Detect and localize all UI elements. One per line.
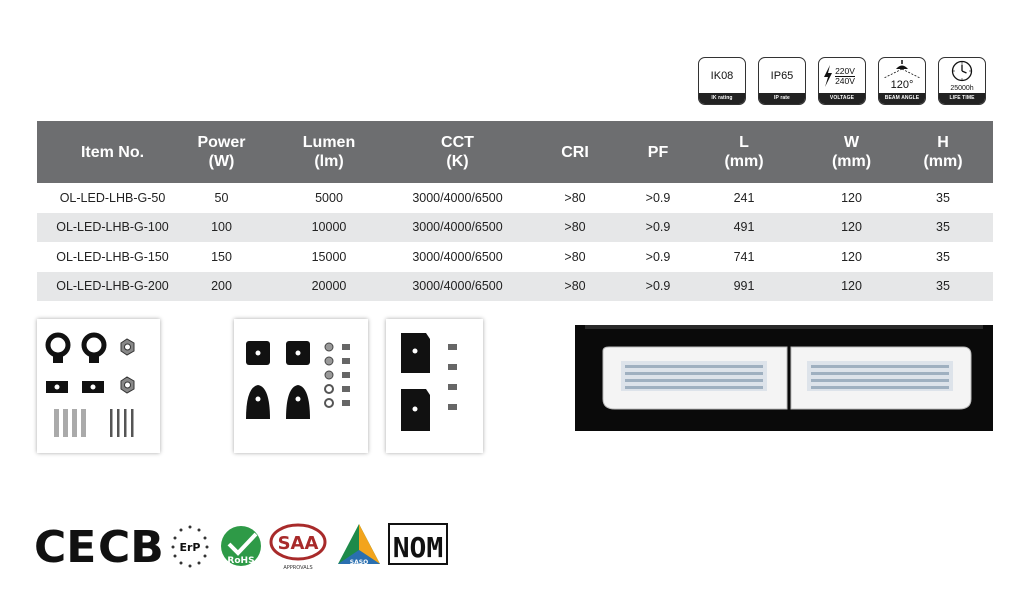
erp-mark-icon bbox=[172, 526, 209, 568]
voltage-caption: VOLTAGE bbox=[819, 93, 865, 104]
header-power: Power (W) bbox=[188, 121, 255, 183]
cell-width: 120 bbox=[810, 272, 893, 302]
header-cri: CRI bbox=[512, 121, 638, 183]
life-time-badge bbox=[938, 57, 986, 105]
cell-cct: 3000/4000/6500 bbox=[403, 272, 512, 302]
cell-pf: >0.9 bbox=[638, 272, 678, 302]
cb-mark-icon: CB bbox=[98, 522, 164, 572]
cell-cri: >80 bbox=[564, 249, 586, 264]
cell-lumen: 10000 bbox=[255, 213, 403, 243]
cell-pf: >0.9 bbox=[638, 213, 678, 243]
beam-angle-value: 120° bbox=[890, 79, 914, 91]
bracket-kit-icon bbox=[234, 319, 368, 453]
accessory-eyebolt-kit-photo bbox=[37, 319, 160, 453]
voltage-bottom: 240V bbox=[835, 75, 855, 86]
cell-width: 120 bbox=[810, 213, 893, 243]
voltage-top: 220V bbox=[835, 65, 855, 76]
svg-text:NOM: NOM bbox=[392, 531, 444, 564]
table-header-row bbox=[37, 121, 993, 183]
cell-pf: >0.9 bbox=[645, 249, 671, 264]
ip-rate-badge bbox=[758, 57, 806, 105]
rohs-mark-icon bbox=[221, 526, 261, 566]
life-time-caption: LIFE TIME bbox=[939, 93, 985, 104]
cell-cct: 3000/4000/6500 bbox=[412, 249, 503, 264]
header-lumen: Lumen (lm) bbox=[255, 121, 403, 183]
ik-rating-caption: IK rating bbox=[699, 93, 745, 104]
accessory-mounting-bracket-photo bbox=[386, 319, 483, 453]
cell-item-no: OL-LED-LHB-G-100 bbox=[37, 213, 188, 243]
cell-cct: 3000/4000/6500 bbox=[403, 213, 512, 243]
saso-mark-icon bbox=[338, 524, 380, 566]
header-width: W (mm) bbox=[810, 121, 893, 183]
header-pf: PF bbox=[638, 121, 678, 183]
cell-power: 100 bbox=[188, 213, 255, 243]
spec-table bbox=[37, 121, 993, 301]
cell-length: 991 bbox=[678, 272, 810, 302]
linear-highbay-icon bbox=[575, 325, 993, 431]
cell-cri: >80 bbox=[564, 190, 586, 205]
cell-length: 491 bbox=[678, 213, 810, 243]
lamp-beam-icon bbox=[882, 60, 922, 78]
cell-cct: 3000/4000/6500 bbox=[412, 190, 503, 205]
beam-angle-caption: BEAM ANGLE bbox=[879, 93, 925, 104]
spec-badges bbox=[698, 57, 986, 105]
lightning-icon bbox=[823, 65, 833, 87]
header-item-no: Item No. bbox=[37, 121, 188, 183]
ik-rating-value: IK08 bbox=[710, 70, 734, 82]
cell-height: 35 bbox=[893, 272, 993, 302]
svg-text:SASO: SASO bbox=[349, 559, 369, 566]
cell-width: 120 bbox=[841, 190, 862, 205]
accessory-bracket-kit-photo bbox=[234, 319, 368, 453]
cell-height: 35 bbox=[893, 213, 993, 243]
cell-power: 50 bbox=[214, 190, 229, 205]
voltage-badge bbox=[818, 57, 866, 105]
nom-mark-icon bbox=[389, 524, 447, 564]
ip-rate-caption: IP rate bbox=[759, 93, 805, 104]
beam-angle-badge bbox=[878, 57, 926, 105]
certification-logos bbox=[34, 520, 454, 570]
cell-height: 35 bbox=[936, 190, 950, 205]
ik-rating-badge bbox=[698, 57, 746, 105]
cell-cri: >80 bbox=[512, 213, 638, 243]
cell-width: 120 bbox=[841, 249, 862, 264]
cell-power: 200 bbox=[188, 272, 255, 302]
svg-text:SAA: SAA bbox=[277, 533, 319, 554]
saa-mark-icon bbox=[271, 525, 325, 571]
table-row bbox=[37, 183, 993, 213]
cell-height: 35 bbox=[936, 249, 950, 264]
table-row bbox=[37, 213, 993, 243]
cell-length: 741 bbox=[733, 249, 755, 264]
linear-highbay-product-photo bbox=[575, 325, 993, 431]
cell-lumen: 15000 bbox=[311, 249, 347, 264]
cell-pf: >0.9 bbox=[645, 190, 671, 205]
certification-marks bbox=[34, 520, 454, 572]
svg-text:APPROVALS: APPROVALS bbox=[283, 565, 313, 571]
header-cct: CCT (K) bbox=[403, 121, 512, 183]
table-row bbox=[37, 272, 993, 302]
table-row bbox=[37, 242, 993, 272]
life-time-value: 25000h bbox=[950, 85, 974, 92]
ce-mark-icon: CE bbox=[34, 522, 97, 572]
cell-cri: >80 bbox=[512, 272, 638, 302]
cell-item-no: OL-LED-LHB-G-150 bbox=[56, 249, 169, 264]
svg-text:RoHS: RoHS bbox=[227, 556, 255, 566]
cell-length: 241 bbox=[733, 190, 755, 205]
cell-item-no: OL-LED-LHB-G-200 bbox=[37, 272, 188, 302]
header-height: H (mm) bbox=[893, 121, 993, 183]
cell-lumen: 20000 bbox=[255, 272, 403, 302]
svg-text:ErP: ErP bbox=[179, 541, 201, 554]
cell-item-no: OL-LED-LHB-G-50 bbox=[59, 190, 166, 205]
cell-power: 150 bbox=[211, 249, 232, 264]
eyebolt-kit-icon bbox=[37, 319, 160, 453]
clock-icon bbox=[951, 60, 973, 82]
cell-lumen: 5000 bbox=[315, 190, 343, 205]
header-length: L (mm) bbox=[678, 121, 810, 183]
mounting-bracket-icon bbox=[386, 319, 483, 453]
ip-rate-value: IP65 bbox=[770, 70, 794, 82]
